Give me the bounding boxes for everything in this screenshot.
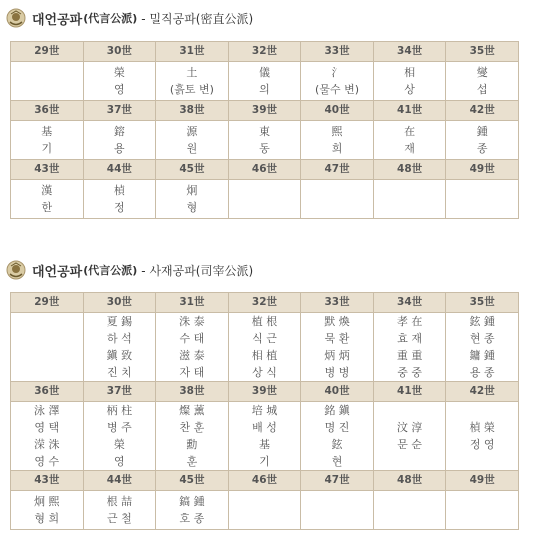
name-character-cell [301, 180, 374, 219]
name-character-text: 土 (흙토 변) [169, 66, 214, 96]
name-character-text: 相 상 [404, 66, 416, 96]
section-heading [6, 256, 526, 284]
section-heading [6, 4, 526, 32]
name-character-cell [83, 402, 156, 471]
generation-table-sajae [10, 292, 519, 530]
generation-header-row [11, 101, 519, 121]
name-character-cell [11, 313, 84, 382]
name-character-cell [156, 180, 229, 219]
section-title-main: 대언공파 [32, 264, 83, 280]
generation-label: 46世 [228, 471, 301, 491]
generation-label: 42世 [446, 382, 519, 402]
name-character-cell [446, 491, 519, 530]
lineage-section-miljik [6, 4, 526, 32]
name-character-cell [11, 180, 84, 219]
generation-label: 36世 [11, 101, 84, 121]
generation-label: 35世 [446, 293, 519, 313]
generation-label: 32世 [228, 293, 301, 313]
name-character-text: 鍾 종 [476, 125, 488, 155]
generation-label: 43世 [11, 160, 84, 180]
name-character-cell [156, 402, 229, 471]
generation-label: 29世 [11, 42, 84, 62]
clan-emblem-icon [6, 8, 26, 28]
generation-label: 44世 [83, 471, 156, 491]
name-character-row [11, 180, 519, 219]
name-character-text: 燮 섭 [476, 66, 488, 96]
name-character-text: 在 재 [404, 125, 416, 155]
name-character-text: 源 원 [186, 125, 198, 155]
name-character-cell [301, 62, 374, 101]
generation-table-miljik [10, 41, 519, 219]
name-character-cell [11, 402, 84, 471]
name-character-cell [83, 180, 156, 219]
name-character-cell [446, 180, 519, 219]
generation-label: 39世 [228, 101, 301, 121]
generation-label: 38世 [156, 101, 229, 121]
name-character-cell [228, 402, 301, 471]
name-character-cell [11, 491, 84, 530]
name-character-text: 孝 在 효 재 重 重 중 중 [396, 315, 423, 379]
generation-label: 44世 [83, 160, 156, 180]
name-character-cell [446, 402, 519, 471]
name-character-cell [83, 313, 156, 382]
name-character-text: 炯 형 [186, 184, 198, 214]
name-character-cell [156, 62, 229, 101]
name-character-text: 榮 영 [113, 66, 125, 96]
name-character-text: 汶 淳 문 순 [396, 421, 423, 451]
lineage-section-sajae [6, 256, 526, 284]
name-character-cell [83, 121, 156, 160]
name-character-cell [228, 180, 301, 219]
name-character-text: 培 城 배 성 基 기 [251, 404, 278, 468]
name-character-cell [301, 491, 374, 530]
name-character-text: 漢 한 [41, 184, 53, 214]
generation-label: 36世 [11, 382, 84, 402]
name-character-text: 鉉 鍾 현 종 鏞 鍾 용 종 [469, 315, 495, 379]
name-character-text: 洙 泰 수 태 滋 泰 자 태 [179, 315, 205, 379]
generation-label: 31世 [156, 42, 229, 62]
generation-label: 41世 [373, 382, 446, 402]
generation-label: 37世 [83, 101, 156, 121]
name-character-cell [11, 62, 84, 101]
section-title-main: 대언공파 [32, 12, 83, 28]
name-character-cell [11, 121, 84, 160]
generation-label: 30世 [83, 293, 156, 313]
name-character-cell [83, 491, 156, 530]
generation-label: 37世 [83, 382, 156, 402]
generation-label: 40世 [301, 382, 374, 402]
generation-label: 43世 [11, 471, 84, 491]
name-character-text: 燦 薰 찬 훈 勳 훈 [179, 404, 205, 468]
name-character-text: 默 煥 묵 환 炳 炳 병 병 [324, 315, 350, 379]
name-character-row [11, 491, 519, 530]
generation-header-row [11, 293, 519, 313]
generation-label: 48世 [373, 471, 446, 491]
name-character-row [11, 313, 519, 382]
generation-label: 38世 [156, 382, 229, 402]
generation-label: 32世 [228, 42, 301, 62]
generation-label: 48世 [373, 160, 446, 180]
name-character-cell [301, 402, 374, 471]
name-character-text: 楨 榮 정 영 [469, 421, 495, 451]
name-character-text: 銘 鎭 명 진 鉉 현 [324, 404, 350, 468]
name-character-cell [373, 491, 446, 530]
generation-header-row [11, 160, 519, 180]
name-character-cell [301, 313, 374, 382]
generation-label: 33世 [301, 293, 374, 313]
section-title-rest: - 사재공파(司宰公派) [141, 263, 254, 278]
name-character-text: 儀 의 [258, 66, 270, 96]
name-character-text: 東 동 [258, 125, 270, 155]
clan-emblem-icon [6, 260, 26, 280]
name-character-text: 楨 정 [113, 184, 125, 214]
generation-label: 39世 [228, 382, 301, 402]
name-character-cell [156, 121, 229, 160]
generation-label: 34世 [373, 42, 446, 62]
section-title-sub: (代言公派) [83, 264, 138, 277]
generation-label: 46世 [228, 160, 301, 180]
name-character-cell [373, 121, 446, 160]
generation-label: 41世 [373, 101, 446, 121]
name-character-cell [228, 62, 301, 101]
name-character-text: 鎬 鍾 호 종 [179, 495, 205, 525]
generation-label: 47世 [301, 160, 374, 180]
name-character-cell [301, 121, 374, 160]
name-character-cell [446, 313, 519, 382]
generation-header-row [11, 471, 519, 491]
generation-label: 40世 [301, 101, 374, 121]
generation-label: 29世 [11, 293, 84, 313]
name-character-text: 基 기 [41, 125, 53, 155]
name-character-text: 炯 熙 형 희 [34, 495, 60, 525]
name-character-cell [228, 313, 301, 382]
name-character-cell [83, 62, 156, 101]
name-character-cell [228, 491, 301, 530]
generation-label: 30世 [83, 42, 156, 62]
name-character-cell [228, 121, 301, 160]
section-title-rest: - 밀직공파(密直公派) [141, 11, 254, 26]
name-character-text: 鎔 용 [113, 125, 125, 155]
name-character-text: 植 根 식 근 相 植 상 식 [251, 315, 278, 379]
generation-label: 31世 [156, 293, 229, 313]
name-character-text: 根 喆 근 철 [106, 495, 133, 525]
generation-label: 35世 [446, 42, 519, 62]
name-character-text: 泳 澤 영 택 溁 洙 영 수 [34, 404, 60, 468]
name-character-text: 氵 (물수 변) [315, 66, 360, 96]
name-character-cell [373, 62, 446, 101]
generation-label: 45世 [156, 471, 229, 491]
name-character-row [11, 402, 519, 471]
generation-label: 34世 [373, 293, 446, 313]
generation-label: 42世 [446, 101, 519, 121]
name-character-cell [373, 313, 446, 382]
name-character-cell [446, 121, 519, 160]
name-character-row [11, 121, 519, 160]
name-character-text: 柄 柱 병 주 榮 영 [106, 404, 133, 468]
name-character-cell [156, 313, 229, 382]
generation-label: 49世 [446, 160, 519, 180]
name-character-text: 夏 錫 하 석 鎭 致 진 치 [106, 315, 133, 379]
name-character-cell [373, 402, 446, 471]
generation-header-row [11, 42, 519, 62]
name-character-cell [446, 62, 519, 101]
section-title-sub: (代言公派) [83, 12, 138, 25]
generation-header-row [11, 382, 519, 402]
name-character-cell [373, 180, 446, 219]
generation-label: 47世 [301, 471, 374, 491]
name-character-cell [156, 491, 229, 530]
name-character-row [11, 62, 519, 101]
name-character-text: 熙 희 [331, 125, 343, 155]
generation-label: 33世 [301, 42, 374, 62]
generation-label: 45世 [156, 160, 229, 180]
generation-label: 49世 [446, 471, 519, 491]
